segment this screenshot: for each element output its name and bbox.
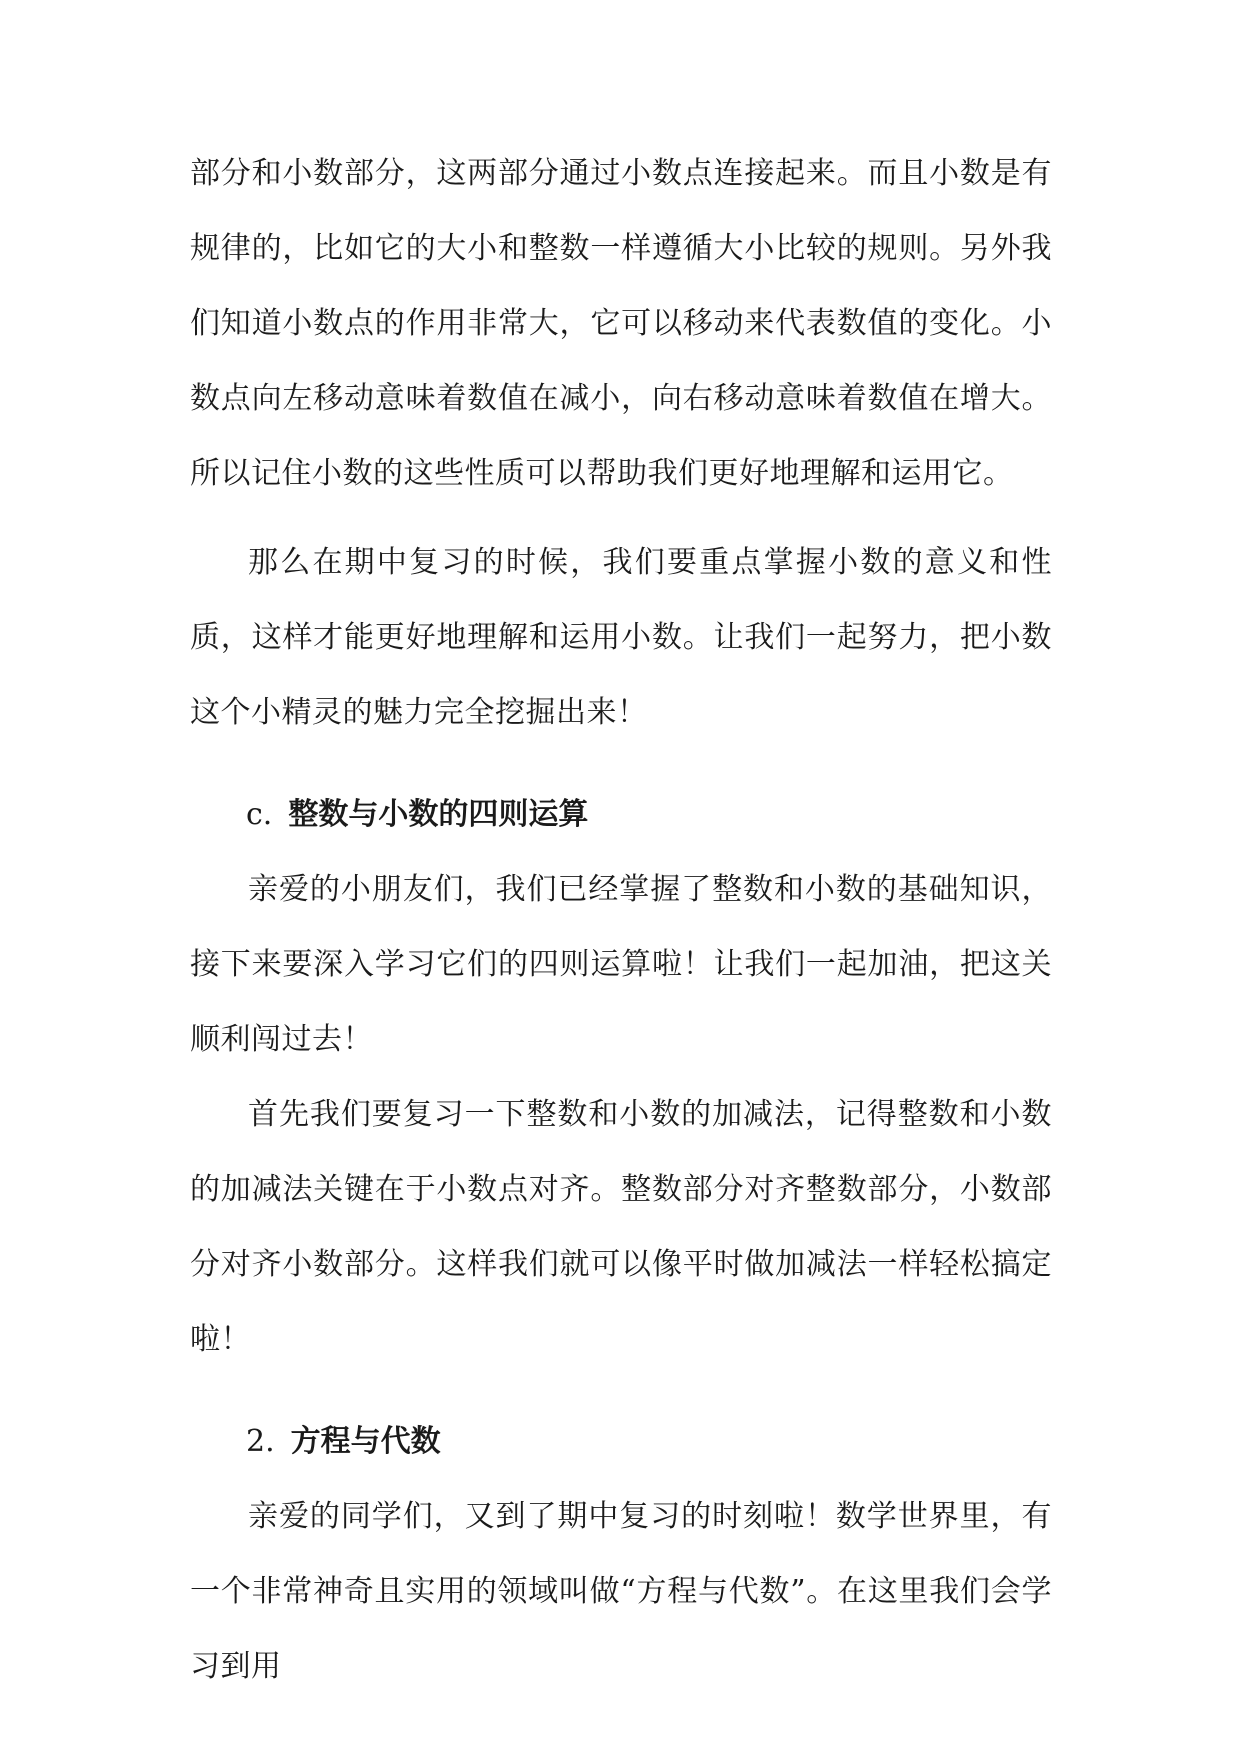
section-title: 方程与代数 bbox=[290, 1424, 441, 1459]
section-heading-equations bbox=[190, 1404, 1052, 1479]
section-heading-arithmetic bbox=[190, 777, 1052, 852]
section-number: c. bbox=[246, 797, 273, 832]
paragraph-equations-intro: 亲爱的同学们，又到了期中复习的时刻啦！数学世界里，有一个非常神奇且实用的领域叫做“方程与代数”。在这里我们会学习到用 bbox=[190, 1499, 1052, 1684]
section-number: 2. bbox=[246, 1424, 275, 1459]
section-title: 整数与小数的四则运算 bbox=[288, 797, 589, 832]
document-page bbox=[190, 136, 1052, 1704]
paragraph-arithmetic-intro: 亲爱的小朋友们，我们已经掌握了整数和小数的基础知识，接下来要深入学习它们的四则运算啦！让我们一起加油，把这关顺利闯过去！ bbox=[190, 872, 1052, 1057]
paragraph-decimal-properties: 部分和小数部分，这两部分通过小数点连接起来。而且小数是有规律的，比如它的大小和整数一样遵循大小比较的规则。另外我们知道小数点的作用非常大，它可以移动来代表数值的变化。小数点向左移动意味着数值在减小，向右移动意味着数值在增大。所以记住小数的这些性质可以帮助我们更好地理解和运用它。 bbox=[190, 156, 1052, 491]
paragraph-review-focus: 那么在期中复习的时候，我们要重点掌握小数的意义和性质，这样才能更好地理解和运用小数。让我们一起努力，把小数这个小精灵的魅力完全挖掘出来！ bbox=[190, 545, 1052, 730]
paragraph-addition-subtraction: 首先我们要复习一下整数和小数的加减法，记得整数和小数的加减法关键在于小数点对齐。整数部分对齐整数部分，小数部分对齐小数部分。这样我们就可以像平时做加减法一样轻松搞定啦！ bbox=[190, 1097, 1052, 1357]
